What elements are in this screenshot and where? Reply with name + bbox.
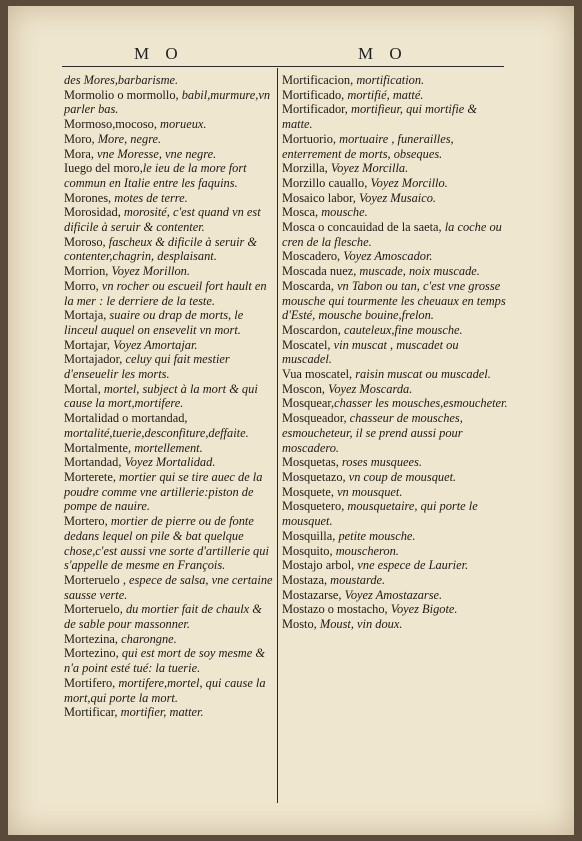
dictionary-entry: [282, 73, 508, 88]
headword: Mortalmente,: [64, 440, 135, 455]
dictionary-entry: [64, 191, 274, 206]
dictionary-entry: [64, 441, 274, 456]
dictionary-entry: [282, 588, 508, 603]
dictionary-entry: [64, 73, 274, 88]
headword: Mostaza,: [282, 572, 331, 587]
headword: Morones,: [64, 190, 115, 205]
dictionary-entry: [64, 646, 274, 675]
headword: Mortuorio,: [282, 131, 340, 146]
definition: celuy qui fait mestier d'enseuelir les morts.: [64, 352, 230, 382]
definition: mortier qui se tire auec de la poudre comme vne artillerie:piston de pompe de nauire.: [64, 469, 263, 514]
definition: chasser les mousches,esmoucheter.: [334, 396, 508, 411]
dictionary-entry: [64, 602, 274, 631]
dictionary-entry: [282, 279, 508, 323]
definition: des Mores,barbarisme.: [64, 73, 179, 87]
headword: Mortificador,: [282, 102, 352, 117]
headword: Mosquete,: [282, 484, 338, 499]
headword: Mortajar,: [64, 337, 114, 352]
headword: Moscada nuez,: [282, 264, 360, 279]
headword: Mortalidad o mortandad,: [64, 411, 188, 426]
definition: mortifié, matté.: [347, 87, 424, 102]
definition: Voyez Moscarda.: [328, 381, 413, 396]
headword: Mosquear,: [282, 396, 335, 411]
dictionary-entry: [64, 161, 274, 190]
definition: charongne.: [121, 631, 177, 646]
definition: cauteleux,fine mousche.: [343, 322, 463, 337]
headword: Moro,: [64, 131, 98, 146]
headword: Morteruelo ,: [64, 572, 130, 587]
dictionary-entry: [282, 470, 508, 485]
dictionary-entry: [64, 676, 274, 705]
dictionary-entry: [64, 514, 274, 573]
dictionary-entry: [64, 632, 274, 647]
definition: mousche.: [321, 205, 368, 220]
column-divider: [277, 68, 278, 803]
headword: Mormoso,mocoso,: [64, 117, 161, 132]
headword: Mortificacion,: [282, 73, 357, 87]
definition: fascheux & dificile à seruir & contenter,chagrin, desplaisant.: [64, 234, 258, 264]
headword: Mosca o concauidad de la saeta,: [282, 220, 445, 235]
definition: vne espece de Laurier.: [357, 558, 469, 573]
headword: Moscarda,: [282, 278, 338, 293]
dictionary-entry: [64, 411, 274, 440]
dictionary-entry: [64, 308, 274, 337]
header-right: M O: [358, 44, 408, 63]
definition: petite mousche.: [338, 528, 416, 543]
headword: Mortajador,: [64, 352, 126, 367]
dictionary-entry: [282, 382, 508, 397]
definition: Voyez Amortajar.: [113, 337, 198, 352]
dictionary-entry: [282, 558, 508, 573]
headword: Vua moscatel,: [282, 367, 356, 382]
headword: Mortezino,: [64, 646, 122, 661]
headword: Morteruelo,: [64, 602, 126, 617]
definition: mortifieur, qui mortifie & matte.: [282, 102, 477, 132]
definition: vn coup de mousquet.: [348, 469, 457, 484]
running-header: [62, 44, 502, 66]
headword: Morosidad,: [64, 205, 124, 220]
dictionary-entry: [64, 88, 274, 117]
definition: mortifier, matter.: [120, 705, 204, 720]
dictionary-entry: [64, 455, 274, 470]
headword: Morro,: [64, 278, 102, 293]
definition: la coche ou cren de la flesche.: [282, 220, 502, 249]
left-column: [64, 73, 274, 720]
dictionary-entry: [64, 117, 274, 132]
header-left: M O: [134, 44, 184, 63]
dictionary-entry: [282, 617, 508, 632]
dictionary-entry: [282, 132, 508, 161]
definition: vn rocher ou escueil fort hault en la mer : le derriere de la teste.: [64, 278, 267, 308]
headword: Morzillo cauallo,: [282, 175, 371, 190]
dictionary-entry: [64, 470, 274, 514]
definition: mortier de pierre ou de fonte dedans lequel on pile & bat quelque chose,c'est aussi vne sorte d'artillerie qui s'appelle de mesme en François.: [64, 514, 269, 573]
dictionary-entry: [282, 249, 508, 264]
definition: Voyez Bigote.: [390, 602, 458, 617]
dictionary-entry: [282, 176, 508, 191]
dictionary-entry: [64, 147, 274, 162]
dictionary-entry: [64, 382, 274, 411]
header-rule: [62, 66, 504, 67]
definition: espece de salsa, vne certaine sausse verte.: [64, 572, 273, 602]
definition: morueux.: [160, 117, 207, 132]
dictionary-entry: [282, 602, 508, 617]
definition: roses musquees.: [341, 455, 422, 470]
definition: muscade, noix muscade.: [359, 264, 480, 279]
right-column: [282, 73, 508, 632]
dictionary-entry: [282, 529, 508, 544]
dictionary-entry: [282, 323, 508, 338]
headword: Iuego del moro,: [64, 161, 143, 176]
dictionary-entry: [282, 191, 508, 206]
definition: Voyez Morillon.: [111, 264, 190, 279]
definition: mouscheron.: [335, 543, 399, 558]
headword: Mortal,: [64, 381, 104, 396]
definition: Voyez Musaico.: [358, 190, 437, 205]
definition: mortifere,mortel, qui cause la mort,qui porte la mort.: [64, 675, 266, 705]
headword: Moscardon,: [282, 322, 344, 337]
dictionary-entry: [64, 235, 274, 264]
definition: Voyez Amoscador.: [343, 249, 433, 264]
definition: mortalité,tuerie,desconfiture,deffaite.: [64, 425, 249, 440]
definition: Voyez Mortalidad.: [124, 455, 216, 470]
definition: vne Moresse, vne negre.: [97, 146, 217, 161]
headword: Mortificar,: [64, 705, 121, 720]
dictionary-entry: [282, 338, 508, 367]
dictionary-entry: [282, 544, 508, 559]
dictionary-entry: [64, 573, 274, 602]
headword: Mosto,: [282, 617, 320, 632]
definition: moustarde.: [330, 572, 386, 587]
headword: Moscadero,: [282, 249, 344, 264]
headword: Mosqueador,: [282, 411, 350, 426]
headword: Morrion,: [64, 264, 112, 279]
definition: Moust, vin doux.: [319, 617, 403, 632]
headword: Mortifero,: [64, 675, 119, 690]
dictionary-entry: [64, 352, 274, 381]
headword: Morterete,: [64, 469, 120, 484]
dictionary-entry: [282, 411, 508, 455]
dictionary-entry: [64, 705, 274, 720]
headword: Mostajo arbol,: [282, 558, 358, 573]
definition: More, negre.: [97, 131, 162, 146]
headword: Moscatel,: [282, 337, 334, 352]
dictionary-entry: [282, 396, 508, 411]
dictionary-entry: [282, 455, 508, 470]
definition: raisin muscat ou muscadel.: [355, 367, 491, 382]
definition: le ieu de la more fort commun en Italie entre les faquins.: [64, 161, 247, 190]
definition: vn Tabon ou tan, c'est vne grosse mousche qui tourmente les cheuaux en temps d'Esté, mousche bouine,frelon.: [282, 278, 506, 323]
headword: Morzilla,: [282, 161, 331, 176]
definition: mortellement.: [134, 440, 203, 455]
headword: Mosquito,: [282, 543, 336, 558]
headword: Mormolio o mormollo,: [64, 87, 182, 102]
dictionary-entry: [282, 205, 508, 220]
definition: du mortier fait de chaulx & de sable pour massonner.: [64, 602, 262, 632]
headword: Mortificado,: [282, 87, 348, 102]
definition: chasseur de mousches, esmoucheteur, il se prend aussi pour moscadero.: [282, 411, 463, 455]
definition: mortel, subject à la mort & qui cause la mort,mortifere.: [64, 381, 258, 411]
dictionary-entry: [64, 264, 274, 279]
definition: mousquetaire, qui porte le mousquet.: [282, 499, 478, 529]
definition: Voyez Morcilla.: [330, 161, 409, 176]
headword: Mosca,: [282, 205, 322, 220]
headword: Mosaico labor,: [282, 190, 359, 205]
dictionary-entry: [64, 205, 274, 234]
definition: vin muscat , muscadet ou muscadel.: [282, 337, 459, 367]
dictionary-entry: [282, 367, 508, 382]
definition: mortuaire , funerailles, enterrement de morts, obseques.: [282, 131, 454, 161]
definition: babil,murmure,vn parler bas.: [64, 87, 271, 117]
definition: suaire ou drap de morts, le linceul auquel on ensevelit vn mort.: [64, 308, 244, 337]
headword: Mosquilla,: [282, 528, 339, 543]
definition: mortification.: [356, 73, 425, 87]
headword: Moscon,: [282, 381, 329, 396]
definition: motes de terre.: [114, 190, 188, 205]
dictionary-entry: [282, 485, 508, 500]
definition: Voyez Amostazarse.: [344, 587, 443, 602]
definition: morosité, c'est quand vn est dificile à seruir & contenter.: [64, 205, 261, 235]
headword: Mostazarse,: [282, 587, 345, 602]
dictionary-entry: [282, 264, 508, 279]
definition: vn mousquet.: [337, 484, 403, 499]
dictionary-entry: [282, 88, 508, 103]
dictionary-entry: [282, 499, 508, 528]
dictionary-entry: [282, 161, 508, 176]
headword: Moroso,: [64, 234, 109, 249]
headword: Mortero,: [64, 514, 111, 529]
dictionary-entry: [282, 220, 508, 249]
dictionary-entry: [64, 132, 274, 147]
dictionary-entry: [64, 338, 274, 353]
dictionary-entry: [282, 102, 508, 131]
dictionary-entry: [282, 573, 508, 588]
headword: Mostazo o mostacho,: [282, 602, 391, 617]
headword: Mora,: [64, 146, 98, 161]
definition: Voyez Morcillo.: [370, 175, 448, 190]
headword: Mosquetazo,: [282, 469, 349, 484]
headword: Mortaja,: [64, 308, 110, 323]
definition: qui est mort de soy mesme & n'a point esté tué: la tuerie.: [64, 646, 265, 676]
headword: Mosquetero,: [282, 499, 348, 514]
headword: Mosquetas,: [282, 455, 342, 470]
dictionary-entry: [64, 279, 274, 308]
headword: Mortandad,: [64, 455, 125, 470]
headword: Mortezina,: [64, 631, 122, 646]
